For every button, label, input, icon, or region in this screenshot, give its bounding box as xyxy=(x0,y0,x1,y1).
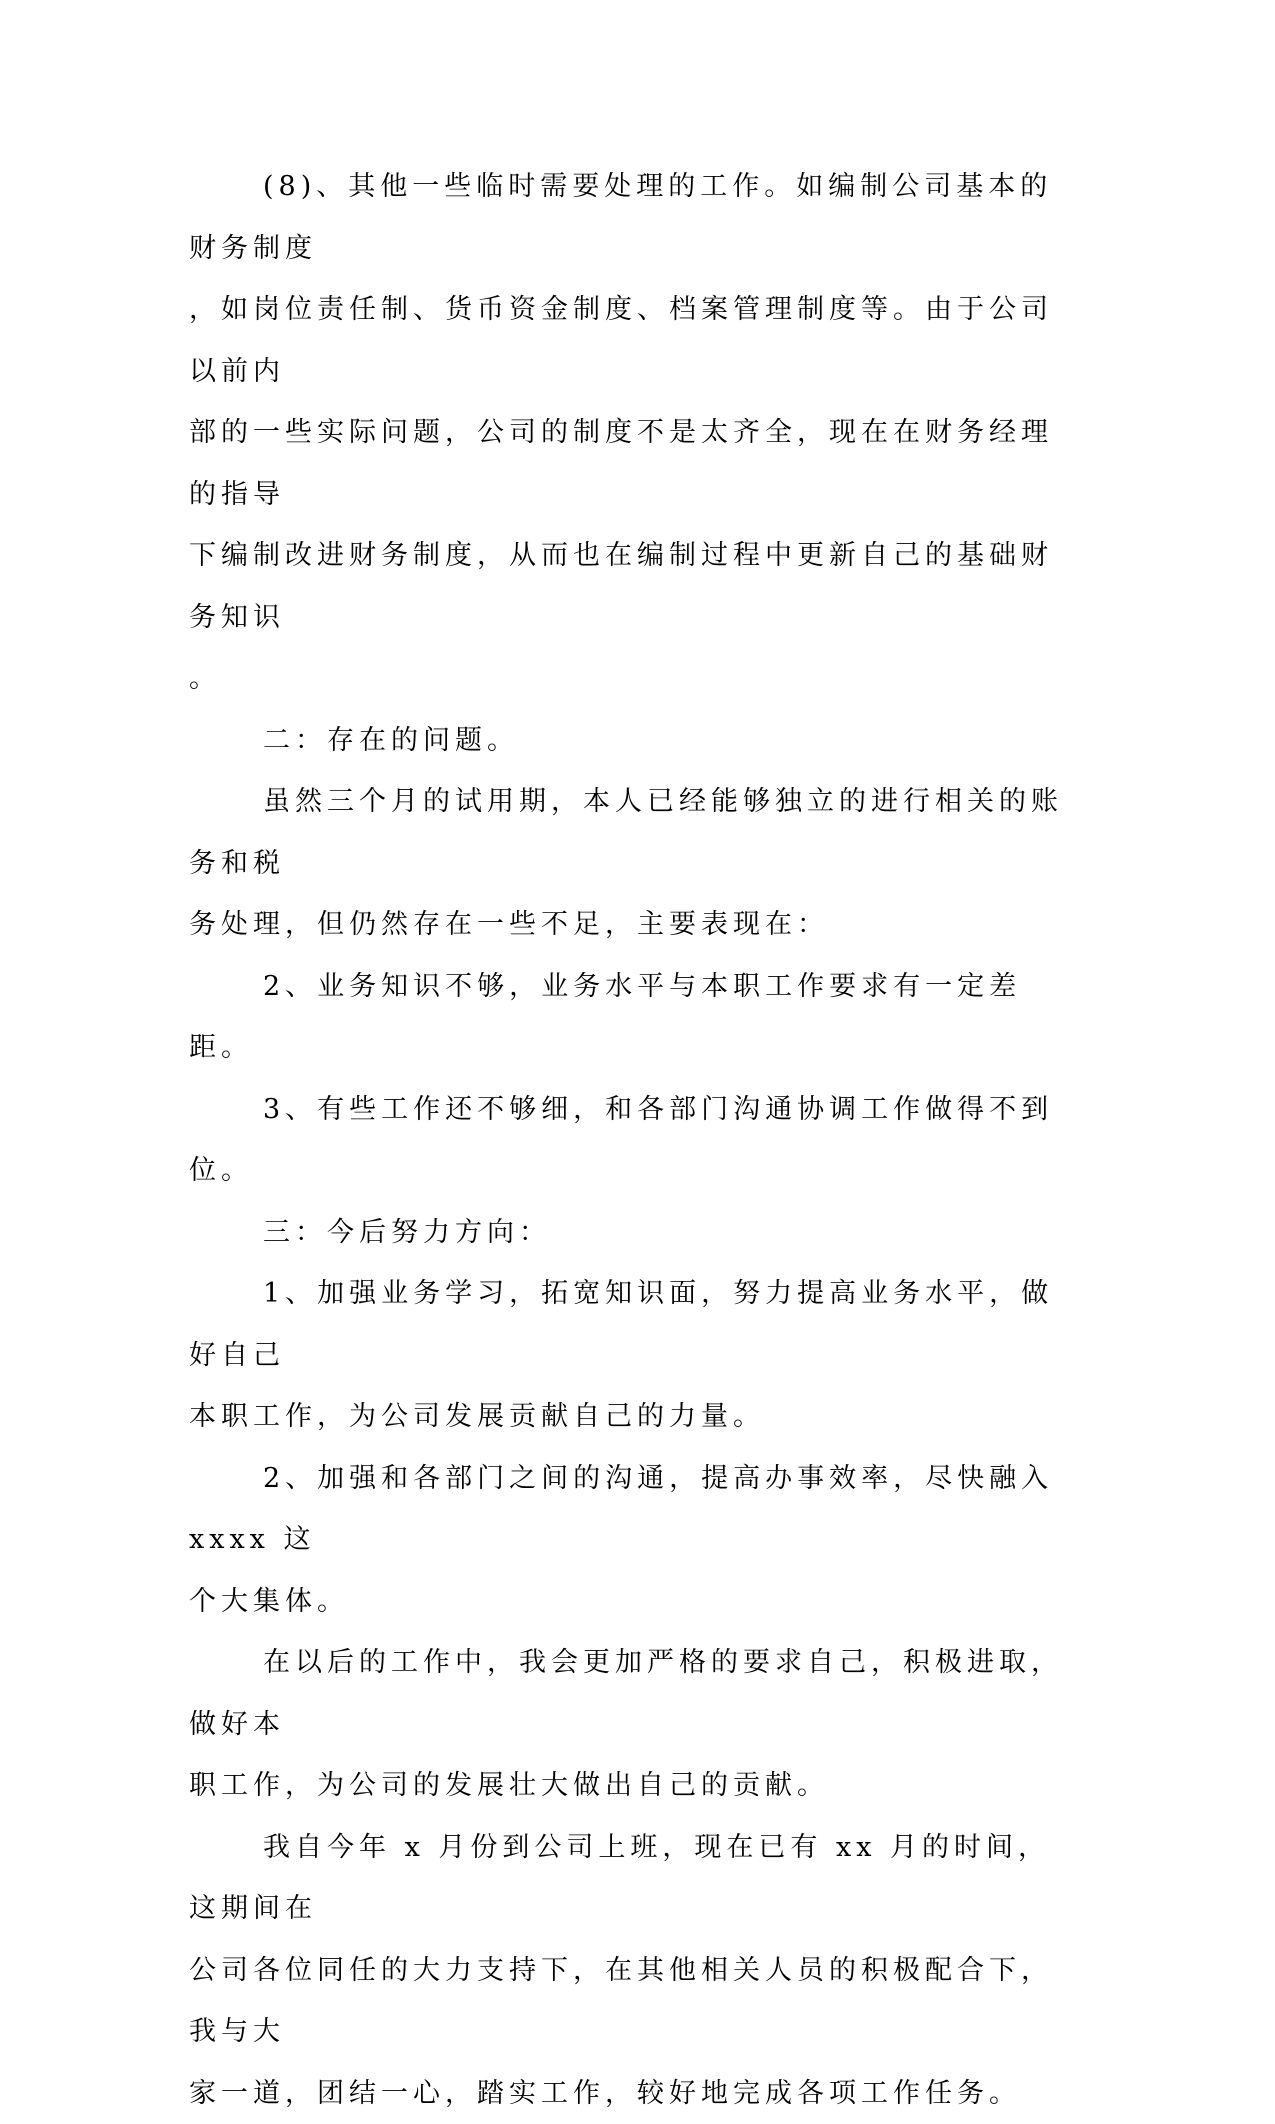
list-item-problem-3 xyxy=(189,1079,1079,1202)
paragraph-line: 二：存在的问题。 xyxy=(263,725,519,756)
list-item-problem-2 xyxy=(189,956,1079,1079)
paragraph-commitment xyxy=(189,1632,1079,1817)
paragraph-line: 务处理，但仍然存在一些不足，主要表现在： xyxy=(189,909,829,940)
paragraph-work-summary xyxy=(189,1817,1079,2124)
paragraph-line: 个大集体。 xyxy=(189,1586,349,1617)
paragraph-line: 2、业务知识不够，业务水平与本职工作要求有一定差距。 xyxy=(189,971,1021,1064)
paragraph-line: ，如岗位责任制、货币资金制度、档案管理制度等。由于公司以前内 xyxy=(189,294,1053,387)
section-heading-problems xyxy=(189,710,1079,772)
paragraph-line: 3、有些工作还不够细，和各部门沟通协调工作做得不到位。 xyxy=(189,1094,1053,1187)
list-item-direction-2 xyxy=(189,1448,1079,1633)
section-heading-future-direction xyxy=(189,1202,1079,1264)
paragraph-line: 我自今年 x 月份到公司上班，现在已有 xx 月的时间，这期间在 xyxy=(189,1832,1050,1925)
document-body xyxy=(189,156,1079,2124)
paragraph-line: 部的一些实际问题，公司的制度不是太齐全，现在在财务经理的指导 xyxy=(189,417,1053,510)
paragraph-line: 2、加强和各部门之间的沟通，提高办事效率，尽快融入 xxxx 这 xyxy=(189,1463,1053,1556)
paragraph-line: 虽然三个月的试用期，本人已经能够独立的进行相关的账务和税 xyxy=(189,786,1063,879)
paragraph-shortcomings xyxy=(189,771,1079,956)
paragraph-line: 三：今后努力方向： xyxy=(263,1217,551,1248)
paragraph-line: 家一道，团结一心，踏实工作，较好地完成各项工作任务。 xyxy=(189,2078,1021,2109)
paragraph-line: 。 xyxy=(189,663,221,694)
paragraph-other-temporary-work xyxy=(189,156,1079,710)
paragraph-line: 1、加强业务学习，拓宽知识面，努力提高业务水平，做好自己 xyxy=(189,1278,1053,1371)
paragraph-line: (8)、其他一些临时需要处理的工作。如编制公司基本的财务制度 xyxy=(189,171,1052,264)
paragraph-line: 公司各位同任的大力支持下，在其他相关人员的积极配合下，我与大 xyxy=(189,1955,1053,2048)
paragraph-line: 在以后的工作中，我会更加严格的要求自己，积极进取，做好本 xyxy=(189,1647,1063,1740)
list-item-direction-1 xyxy=(189,1263,1079,1448)
paragraph-line: 职工作，为公司的发展壮大做出自己的贡献。 xyxy=(189,1770,829,1801)
paragraph-line: 本职工作，为公司发展贡献自己的力量。 xyxy=(189,1401,765,1432)
paragraph-line: 下编制改进财务制度，从而也在编制过程中更新自己的基础财务知识 xyxy=(189,540,1053,633)
